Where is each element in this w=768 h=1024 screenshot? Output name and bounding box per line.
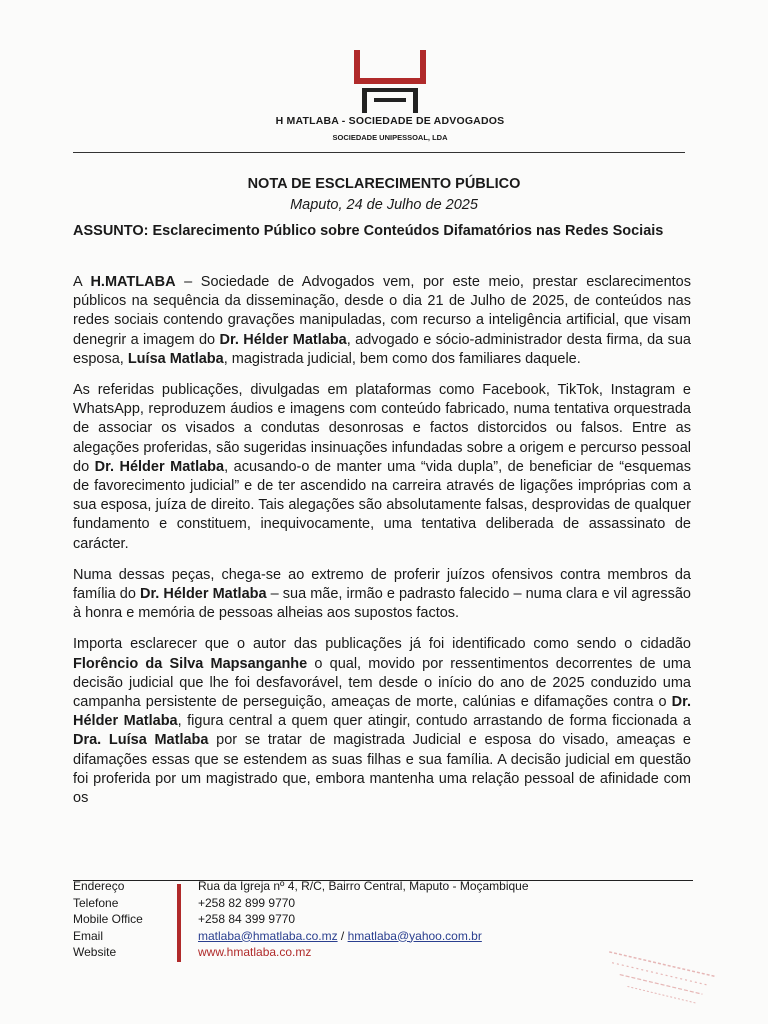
footer-mobile: +258 84 399 9770 <box>198 912 296 926</box>
faded-stamp <box>597 943 724 1012</box>
footer-label-email: Email <box>73 928 104 943</box>
footer-labels <box>73 878 143 961</box>
email-link-primary[interactable]: matlaba@hmatlaba.co.mz <box>198 928 338 943</box>
footer-label-phone: Telefone <box>73 895 119 910</box>
footer-email: matlaba@hmatlaba.co.mz / hmatlaba@yahoo.com.br <box>198 928 482 943</box>
email-link-secondary[interactable]: hmatlaba@yahoo.com.br <box>347 928 482 943</box>
firm-subtitle: SOCIEDADE UNIPESSOAL, LDA <box>332 133 448 142</box>
firm-logo <box>352 48 428 114</box>
firm-name: H MATLABA - SOCIEDADE DE ADVOGADOS <box>275 115 505 127</box>
paragraph-2: As referidas publicações, divulgadas em plataformas como Facebook, TikTok, Instagram e WhatsApp, reproduzem áudios e imagens com conteúdo fabricado, numa tentativa orquestrada de associar os visados a condutas desonrosas e factos distorcidos ou falsos. Entre as alegações proferidas, são sugeridas insinuações infundadas sobre a origem e percurso pessoal do Dr. Hélder Matlaba, acusando-o de manter uma “vida dupla”, de beneficiar de “esquemas de favorecimento judicial” e de ter ascendido na carreira através de ligações impróprias com a sua esposa, juíza de direito. Tais alegações são absolutamente falsas, desprovidas de qualquer fundamento e constituem, inequivocamente, uma tentativa deliberada de assassinato de carácter. <box>73 382 691 552</box>
document-subject: ASSUNTO: Esclarecimento Público sobre Conteúdos Difamatórios nas Redes Sociais <box>73 223 664 239</box>
paragraph-1: A H.MATLABA – Sociedade de Advogados vem, por este meio, prestar esclarecimentos públicos na sequência da disseminação, desde o dia 21 de Julho de 2025, de conteúdos nas redes sociais contendo gravações manipuladas, com recurso a inteligência artificial, que visam denegrir a imagem do Dr. Hélder Matlaba, advogado e sócio-administrador desta firma, da sua esposa, Luísa Matlaba, magistrada judicial, bem como dos familiares daquele. <box>73 274 691 367</box>
footer-address: Rua da Igreja nº 4, R/C, Bairro Central, Maputo - Moçambique <box>198 879 529 893</box>
footer-phone: +258 82 899 9770 <box>198 895 296 910</box>
footer-label-mobile: Mobile Office <box>73 912 143 926</box>
website-link[interactable]: www.hmatlaba.co.mz <box>198 945 312 959</box>
footer-label-address: Endereço <box>73 879 125 893</box>
document-date: Maputo, 24 de Julho de 2025 <box>290 197 478 213</box>
footer-values <box>198 878 529 961</box>
document-title: NOTA DE ESCLARECIMENTO PÚBLICO <box>247 176 521 192</box>
header-divider <box>73 152 685 153</box>
footer-label-website: Website <box>73 945 117 959</box>
paragraph-3: Numa dessas peças, chega-se ao extremo de proferir juízos ofensivos contra membros da família do Dr. Hélder Matlaba – sua mãe, irmão e padrasto falecido – numa clara e vil agressão à honra e memória de pessoas alheias aos supostos factos. <box>73 566 691 622</box>
paragraph-4: Importa esclarecer que o autor das publicações já foi identificado como sendo o cidadão Florêncio da Silva Mapsanganhe o qual, movido por ressentimentos decorrentes de uma decisão judicial que lhe foi desfavorável, tem desde o início do ano de 2025 conduzido uma campanha persistente de perseguição, ameaças de morte, calúnias e difamações contra o Dr. Hélder Matlaba, figura central a quem quer atingir, contudo arrastando de forma ficcionada a Dra. Luísa Matlaba por se tratar de magistrada Judicial e esposa do visado, ameaças e difamações essas que se estendem as suas filhas e sua família. A decisão judicial em questão foi proferida por um magistrado que, embora mantenha uma relação pessoal de afinidade com os <box>73 636 691 807</box>
footer-accent-bar <box>177 884 181 962</box>
document-body <box>73 273 691 820</box>
